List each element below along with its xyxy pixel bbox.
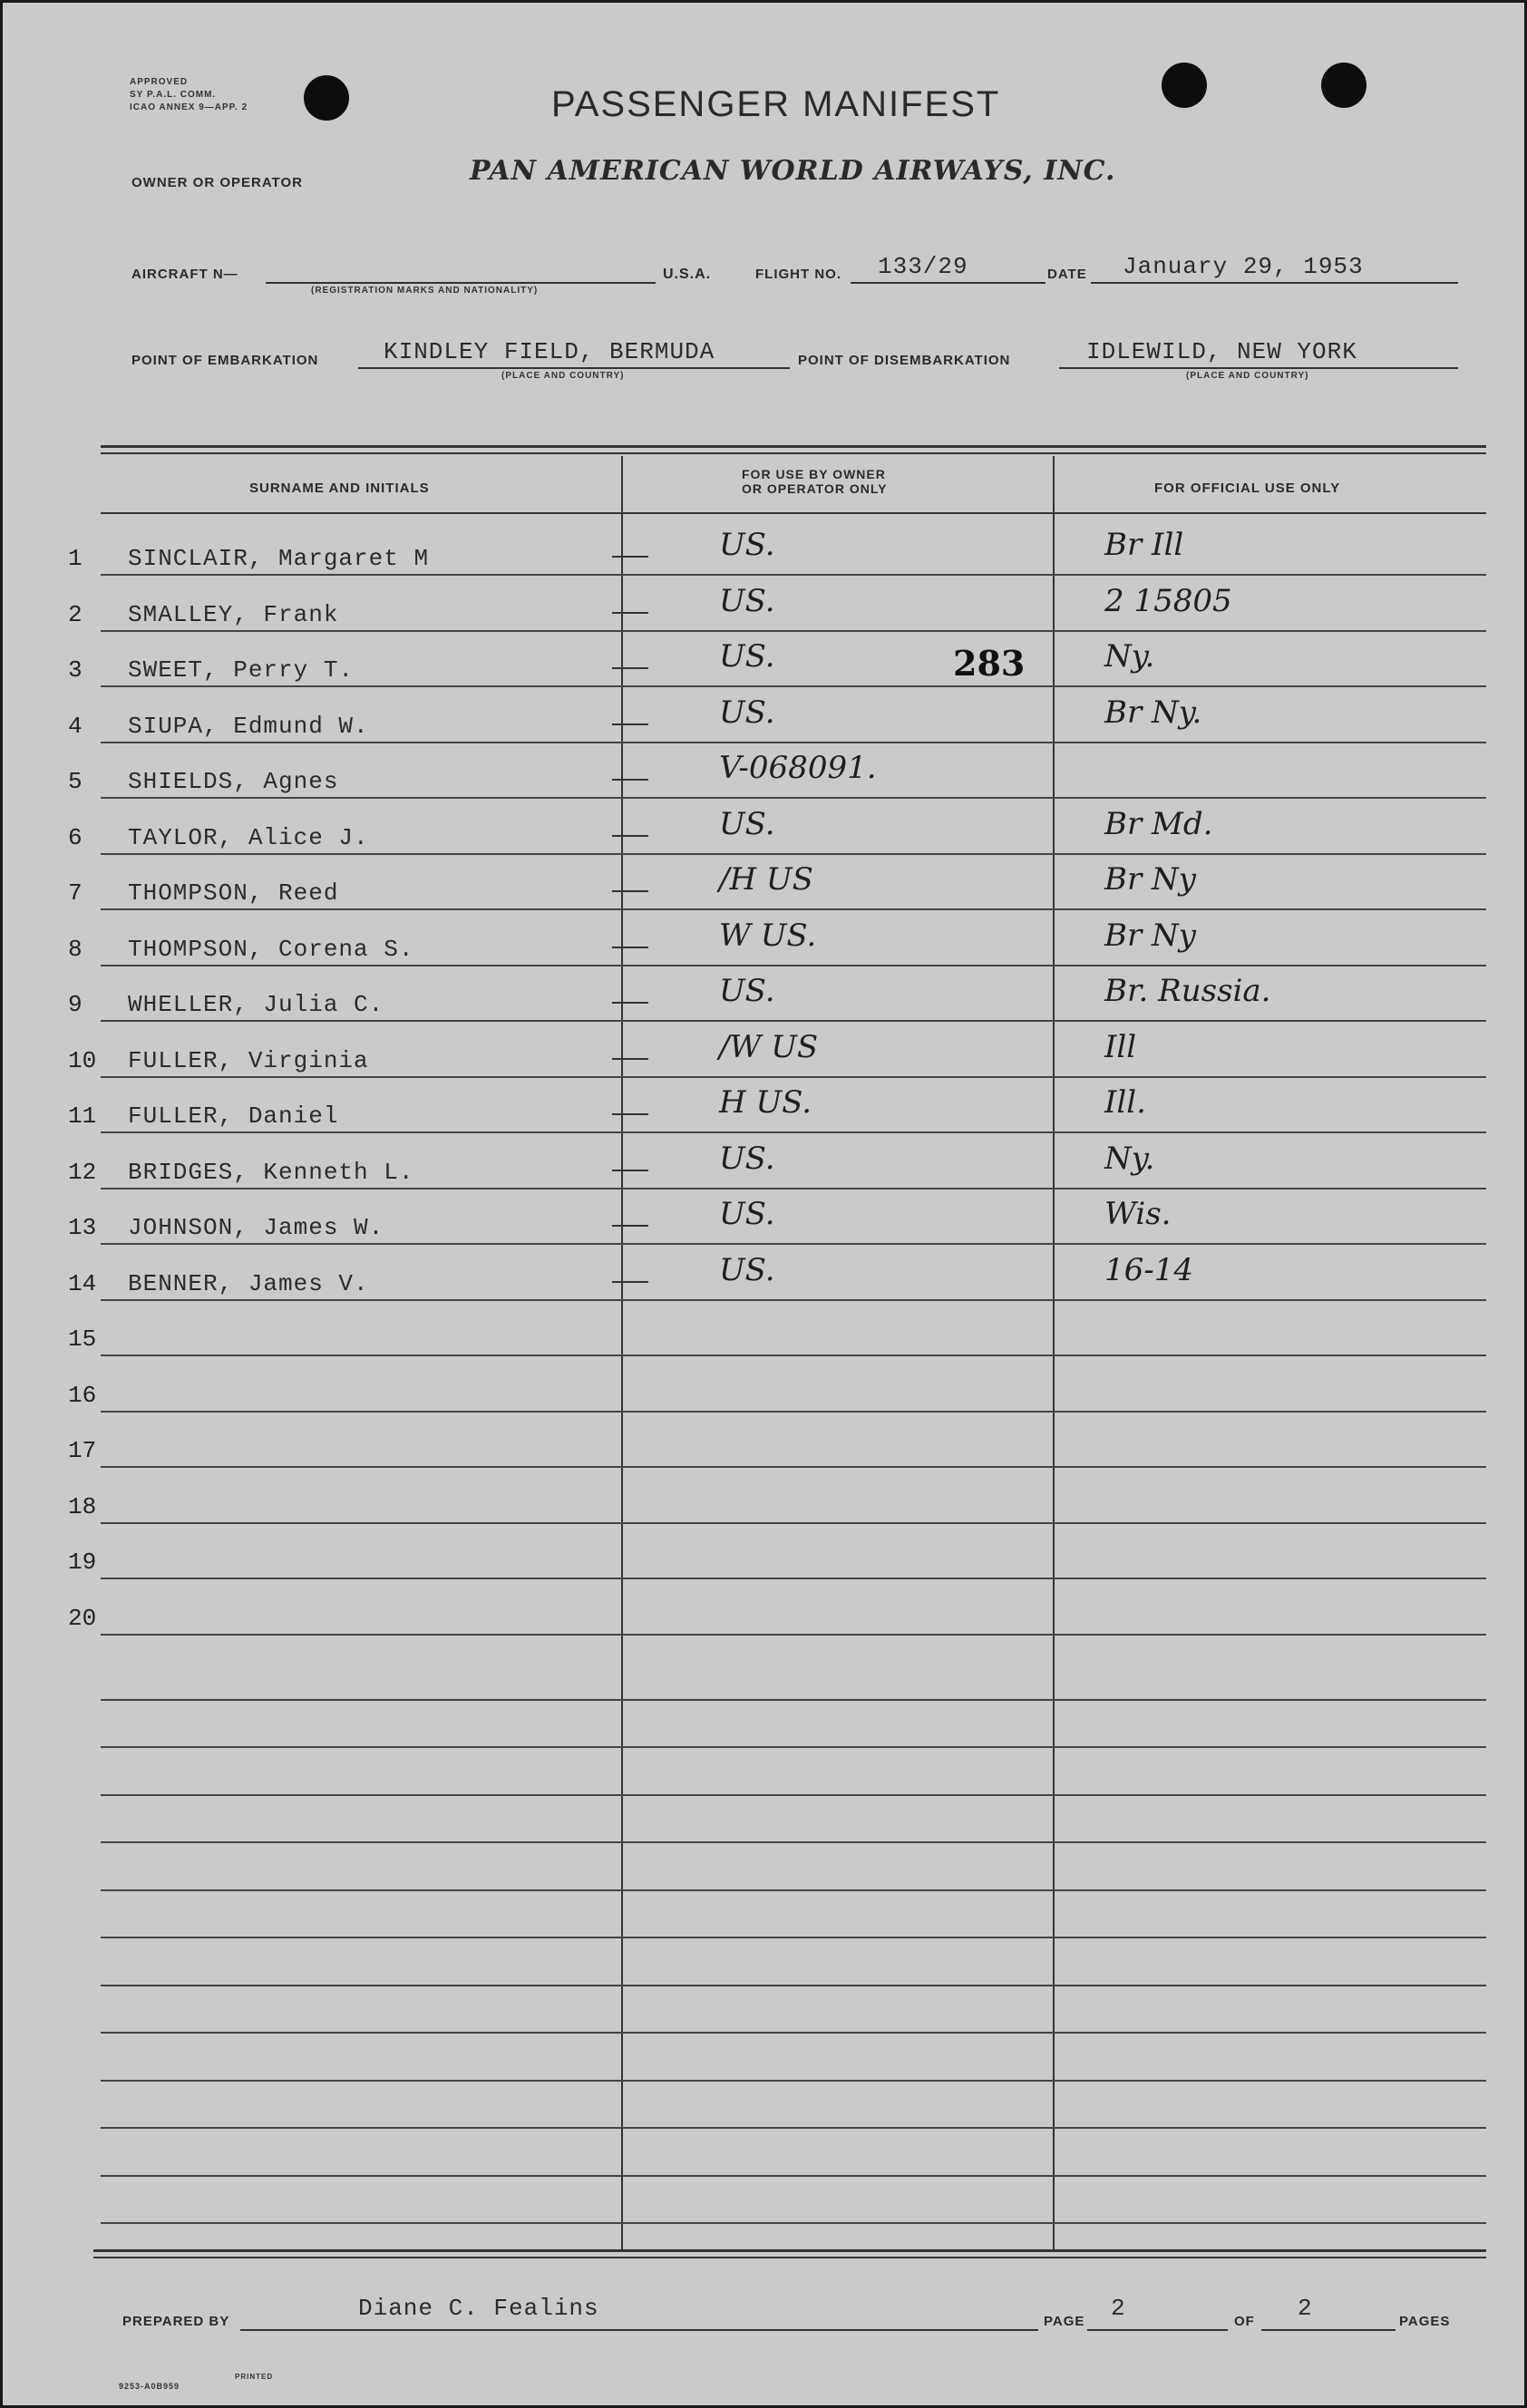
date-label: DATE [1047,267,1087,282]
passenger-name: SHIELDS, Agnes [128,768,339,795]
row-rule [101,1578,1486,1579]
official-entry: Ill [1104,1029,1137,1065]
check-mark [612,835,648,837]
passenger-name: JOHNSON, James W. [128,1214,384,1241]
embarkation-caption: (PLACE AND COUNTRY) [501,371,625,381]
page-stamp: 283 [953,643,1026,684]
official-entry: Br Ny [1104,918,1197,954]
blank-row-rule [101,1746,1486,1748]
flight-field [851,282,1046,284]
check-mark [612,1225,648,1227]
punch-hole-left [304,75,349,121]
usa-label: U.S.A. [663,267,712,282]
page-title: PASSENGER MANIFEST [551,84,1001,124]
blank-row-rule [101,1794,1486,1796]
passenger-name: BRIDGES, Kenneth L. [128,1159,414,1186]
blank-row-rule [101,2080,1486,2082]
passenger-name: THOMPSON, Reed [128,879,339,907]
row-number: 16 [68,1382,97,1409]
official-entry: Ill. [1104,1084,1146,1121]
owner-entry: V-068091. [719,750,877,786]
blank-row-rule [101,1937,1486,1938]
page-label: PAGE [1044,2314,1085,2329]
blank-row-rule [101,1889,1486,1891]
row-number: 13 [68,1214,97,1241]
check-mark [612,1113,648,1115]
official-entry: Br Ill [1104,527,1184,563]
row-number: 5 [68,768,83,795]
column-divider-2 [1053,456,1055,2251]
owner-entry: US. [719,1141,775,1177]
column-header-owner-1: FOR USE BY OWNER [742,467,886,481]
row-number: 6 [68,824,83,851]
prepared-by-name: Diane C. Fealins [358,2295,599,2322]
table-top-rule-2 [101,452,1486,454]
official-entry: Ny. [1104,1141,1155,1177]
official-entry: Br. Russia. [1104,973,1271,1009]
row-rule [101,1076,1486,1078]
owner-entry: US. [719,973,775,1009]
passenger-name: SINCLAIR, Margaret M [128,545,430,572]
check-mark [612,1058,648,1060]
disembarkation-field [1059,367,1458,369]
owner-entry: US. [719,638,775,675]
flight-number: 133/29 [878,253,968,280]
row-rule [101,685,1486,687]
passenger-name: FULLER, Daniel [128,1102,339,1130]
date-field [1091,282,1458,284]
punch-hole-right-1 [1162,63,1207,108]
embarkation-field [358,367,790,369]
pages-label: PAGES [1399,2314,1451,2329]
row-number: 17 [68,1437,97,1464]
official-entry: 16-14 [1104,1252,1194,1288]
owner-entry: US. [719,583,775,619]
official-entry: Br Md. [1104,806,1213,842]
row-rule [101,1020,1486,1022]
row-number: 11 [68,1102,97,1130]
blank-row-rule [101,2032,1486,2034]
row-number: 18 [68,1493,97,1520]
row-number: 14 [68,1270,97,1297]
blank-row-rule [101,1841,1486,1843]
row-rule [101,1466,1486,1468]
official-entry: Wis. [1104,1196,1172,1232]
row-rule [101,1299,1486,1301]
passenger-name: WHELLER, Julia C. [128,991,384,1018]
of-label: OF [1234,2314,1255,2329]
row-rule [101,574,1486,576]
blank-row-rule [101,2222,1486,2224]
official-entry: 2 15805 [1104,583,1232,619]
check-mark [612,1002,648,1004]
table-bottom-rule-2 [93,2257,1486,2258]
form-code: 9253-A0B959 [119,2382,180,2391]
approval-line-3: ICAO ANNEX 9—APP. 2 [130,102,248,112]
column-header-owner-2: OR OPERATOR ONLY [742,481,888,496]
blank-row-rule [101,1985,1486,1986]
row-number: 19 [68,1549,97,1576]
registration-caption: (REGISTRATION MARKS AND NATIONALITY) [311,286,539,296]
page-number: 2 [1111,2295,1126,2322]
row-number: 7 [68,879,83,907]
airline-name: PAN AMERICAN WORLD AIRWAYS, INC. [470,155,1116,187]
official-entry: Br Ny [1104,861,1197,898]
prepared-by-label: PREPARED BY [122,2314,230,2329]
blank-row-rule [101,2127,1486,2129]
row-number: 10 [68,1047,97,1074]
check-mark [612,667,648,669]
row-rule [101,1188,1486,1189]
passenger-name: SMALLEY, Frank [128,601,339,628]
row-rule [101,1634,1486,1636]
prepared-by-field [240,2329,1038,2331]
column-header-surname: SURNAME AND INITIALS [249,481,430,496]
owner-entry: /H US [719,861,813,898]
total-pages: 2 [1298,2295,1313,2322]
check-mark [612,556,648,558]
passenger-name: SIUPA, Edmund W. [128,713,369,740]
check-mark [612,947,648,948]
embarkation-label: POINT OF EMBARKATION [131,353,319,368]
owner-entry: W US. [719,918,817,954]
table-bottom-rule [93,2249,1486,2252]
official-entry: Br Ny. [1104,694,1202,731]
row-number: 20 [68,1605,97,1632]
owner-entry: US. [719,1252,775,1288]
row-rule [101,1411,1486,1413]
row-number: 9 [68,991,83,1018]
row-rule [101,853,1486,855]
punch-hole-right-2 [1321,63,1367,108]
row-rule [101,1354,1486,1356]
passenger-name: BENNER, James V. [128,1270,369,1297]
row-number: 4 [68,713,83,740]
blank-row-rule [101,2175,1486,2177]
check-mark [612,890,648,892]
page-field [1087,2329,1228,2331]
passenger-name: FULLER, Virginia [128,1047,369,1074]
row-number: 15 [68,1325,97,1353]
aircraft-field [266,282,656,284]
column-header-official: FOR OFFICIAL USE ONLY [1154,481,1341,496]
row-rule [101,797,1486,799]
passenger-name: SWEET, Perry T. [128,656,355,684]
table-top-rule [101,445,1486,448]
embarkation-value: KINDLEY FIELD, BERMUDA [384,338,715,365]
owner-entry: H US. [719,1084,812,1121]
aircraft-label: AIRCRAFT N— [131,267,238,282]
row-rule [101,965,1486,966]
of-field [1261,2329,1396,2331]
owner-entry: US. [719,694,775,731]
check-mark [612,1281,648,1283]
row-rule [101,1522,1486,1524]
check-mark [612,612,648,614]
row-rule [101,1131,1486,1133]
flight-label: FLIGHT NO. [755,267,841,282]
row-rule [101,908,1486,910]
row-rule [101,742,1486,743]
disembarkation-value: IDLEWILD, NEW YORK [1086,338,1357,365]
owner-label: OWNER OR OPERATOR [131,175,303,190]
disembarkation-caption: (PLACE AND COUNTRY) [1186,371,1309,381]
column-divider-1 [621,456,623,2251]
row-number: 3 [68,656,83,684]
passenger-name: TAYLOR, Alice J. [128,824,369,851]
owner-entry: US. [719,1196,775,1232]
row-number: 1 [68,545,83,572]
printed-label: PRINTED [235,2373,274,2381]
row-rule [101,1243,1486,1245]
flight-date: January 29, 1953 [1123,253,1364,280]
check-mark [612,1170,648,1171]
row-number: 2 [68,601,83,628]
official-entry: Ny. [1104,638,1155,675]
approval-line-1: APPROVED [130,77,189,87]
owner-entry: US. [719,806,775,842]
row-rule [101,630,1486,632]
passenger-name: THOMPSON, Corena S. [128,936,414,963]
owner-entry: /W US [719,1029,819,1065]
approval-line-2: SY P.A.L. COMM. [130,90,217,100]
owner-entry: US. [719,527,775,563]
row-number: 8 [68,936,83,963]
check-mark [612,779,648,781]
disembarkation-label: POINT OF DISEMBARKATION [798,353,1011,368]
row-number: 12 [68,1159,97,1186]
table-header-rule [101,512,1486,514]
check-mark [612,723,648,725]
blank-row-rule [101,1699,1486,1701]
